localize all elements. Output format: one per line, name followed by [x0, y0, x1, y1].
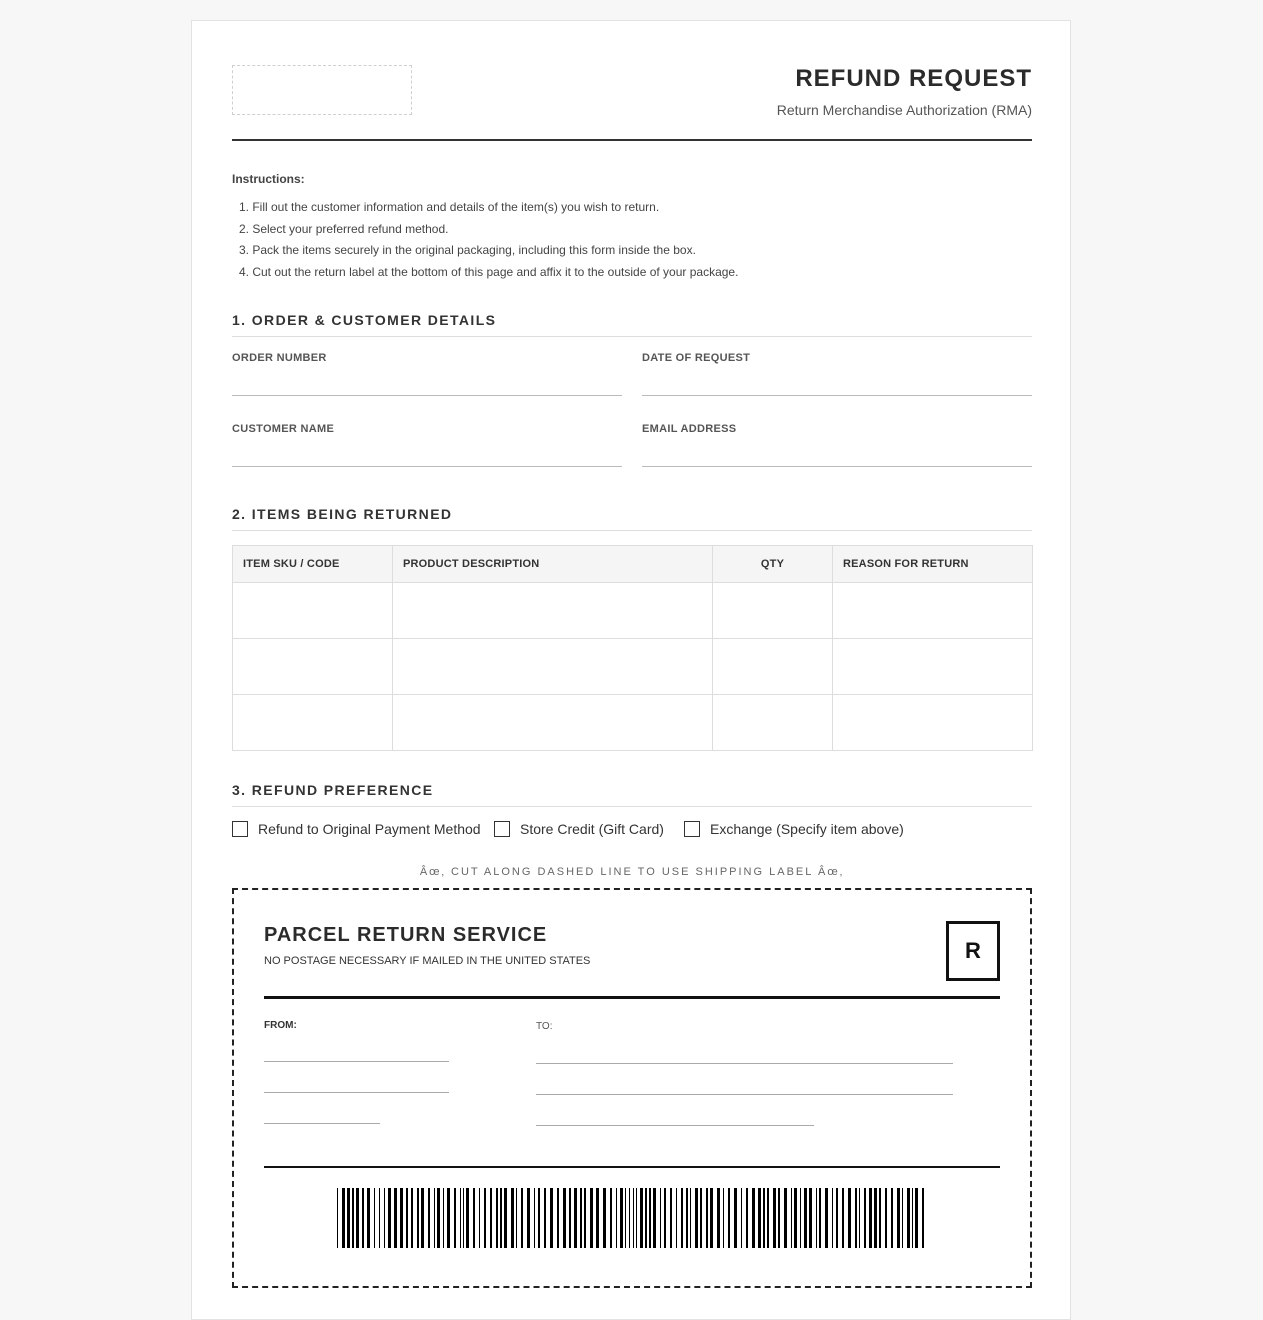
refund-form-page [191, 20, 1071, 1320]
description-cell[interactable] [393, 583, 713, 639]
instructions-list [232, 197, 738, 284]
barcode-bar [406, 1188, 408, 1248]
column-header-qty: QTY [713, 546, 833, 583]
exchange-label: Exchange (Specify item above) [710, 821, 904, 837]
barcode-bar [616, 1188, 617, 1248]
barcode-bar [580, 1188, 582, 1248]
barcode-bar [825, 1188, 828, 1248]
barcode-bar [504, 1188, 507, 1248]
barcode-bar [915, 1188, 918, 1248]
barcode-bar [490, 1188, 492, 1248]
description-cell[interactable] [393, 695, 713, 751]
barcode-bar [752, 1188, 755, 1248]
barcode-bar [636, 1188, 637, 1248]
barcode-bar [670, 1188, 672, 1248]
barcode-bar [428, 1188, 430, 1248]
barcode-bar [758, 1188, 761, 1248]
column-header-sku: ITEM SKU / CODE [233, 546, 393, 583]
instructions-title: Instructions: [232, 172, 305, 186]
barcode-bar [897, 1188, 900, 1248]
barcode-bar [767, 1188, 769, 1248]
store-credit-label: Store Credit (Gift Card) [520, 821, 664, 837]
date-of-request-input-line[interactable] [642, 395, 1032, 396]
barcode-bar [443, 1188, 444, 1248]
barcode-bar [848, 1188, 851, 1248]
customer-name-input-line[interactable] [232, 466, 622, 467]
reason-cell[interactable] [833, 639, 1033, 695]
barcode-bar [869, 1188, 872, 1248]
column-header-reason: REASON FOR RETURN [833, 546, 1033, 583]
sku-cell[interactable] [233, 695, 393, 751]
barcode-bar [374, 1188, 375, 1248]
barcode-bar [516, 1188, 517, 1248]
barcode-bar [842, 1188, 844, 1248]
logo-placeholder [232, 65, 412, 115]
reason-cell[interactable] [833, 583, 1033, 639]
customer-name-label: CUSTOMER NAME [232, 423, 335, 435]
barcode-bar [819, 1188, 821, 1248]
date-of-request-label: DATE OF REQUEST [642, 352, 751, 364]
barcode-bar [778, 1188, 780, 1248]
barcode-bar [891, 1188, 893, 1248]
barcode-bar [800, 1188, 801, 1248]
barcode-bar [563, 1188, 566, 1248]
barcode-bar [681, 1188, 683, 1248]
barcode-bar [660, 1188, 661, 1248]
barcode-bar [434, 1188, 435, 1248]
to-address-line[interactable] [536, 1094, 953, 1095]
qty-cell[interactable] [713, 695, 833, 751]
barcode-bar [620, 1188, 623, 1248]
section-refund-preference-title: 3. REFUND PREFERENCE [232, 782, 1032, 807]
page-title: REFUND REQUEST [795, 65, 1032, 92]
from-address-line[interactable] [264, 1092, 449, 1093]
barcode-bar [804, 1188, 807, 1248]
barcode-bar [342, 1188, 345, 1248]
barcode-bar [836, 1188, 838, 1248]
barcode-bar [544, 1188, 546, 1248]
barcode-bar [717, 1188, 720, 1248]
service-badge: R [946, 921, 1000, 981]
barcode-bar [394, 1188, 397, 1248]
barcode-bar [690, 1188, 691, 1248]
barcode-bar [400, 1188, 403, 1248]
barcode-bar [784, 1188, 787, 1248]
barcode-bar [809, 1188, 812, 1248]
from-label: FROM: [264, 1020, 297, 1031]
order-number-field[interactable] [232, 352, 622, 364]
barcode-bar [629, 1188, 630, 1248]
barcode-bar [859, 1188, 860, 1248]
barcode-bar [695, 1188, 698, 1248]
barcode-bar [479, 1188, 480, 1248]
exchange-checkbox[interactable] [684, 821, 700, 837]
barcode-bar [700, 1188, 702, 1248]
barcode-bar [741, 1188, 742, 1248]
page-subtitle: Return Merchandise Authorization (RMA) [776, 102, 1032, 118]
table-row [233, 695, 1033, 751]
order-number-input-line[interactable] [232, 395, 622, 396]
barcode-bar [484, 1188, 486, 1248]
barcode-bar [362, 1188, 364, 1248]
barcode-bar [645, 1188, 647, 1248]
barcode-bar [557, 1188, 559, 1248]
barcode-bar [734, 1188, 737, 1248]
barcode-bar [550, 1188, 553, 1248]
barcode-bar [356, 1188, 359, 1248]
label-subtitle: NO POSTAGE NECESSARY IF MAILED IN THE UNITED STATES [264, 955, 591, 967]
barcode-bar [521, 1188, 523, 1248]
label-bottom-rule [264, 1166, 1000, 1168]
from-address-line[interactable] [264, 1123, 380, 1124]
email-address-field[interactable] [642, 423, 1032, 435]
barcode-bar [773, 1188, 776, 1248]
barcode [337, 1188, 927, 1248]
barcode-bar [352, 1188, 354, 1248]
barcode-bar [590, 1188, 593, 1248]
barcode-bar [421, 1188, 424, 1248]
store-credit-checkbox[interactable] [494, 821, 510, 837]
barcode-bar [902, 1188, 903, 1248]
barcode-bar [337, 1188, 338, 1248]
barcode-bar [879, 1188, 881, 1248]
shipping-label [232, 888, 1032, 1288]
from-address-line[interactable] [264, 1061, 449, 1062]
barcode-bar [511, 1188, 514, 1248]
barcode-bar [473, 1188, 475, 1248]
description-cell[interactable] [393, 639, 713, 695]
barcode-bar [603, 1188, 606, 1248]
barcode-bar [466, 1188, 469, 1248]
barcode-bar [500, 1188, 502, 1248]
barcode-bar [791, 1188, 792, 1248]
items-table-header [233, 546, 1033, 583]
barcode-bar [864, 1188, 866, 1248]
barcode-bar [816, 1188, 817, 1248]
barcode-bar [610, 1188, 612, 1248]
barcode-bar [584, 1188, 586, 1248]
barcode-bar [437, 1188, 440, 1248]
instruction-item: 4. Cut out the return label at the bottom of this page and affix it to the outside of your package. [239, 265, 739, 280]
barcode-bar [347, 1188, 350, 1248]
instruction-item: 2. Select your preferred refund method. [239, 221, 449, 236]
refund-original-checkbox[interactable] [232, 821, 248, 837]
barcode-bar [367, 1188, 370, 1248]
sku-cell[interactable] [233, 583, 393, 639]
barcode-bar [625, 1188, 626, 1248]
qty-cell[interactable] [713, 583, 833, 639]
label-title: PARCEL RETURN SERVICE [264, 924, 548, 946]
barcode-bar [379, 1188, 380, 1248]
barcode-bar [664, 1188, 666, 1248]
barcode-bar [922, 1188, 924, 1248]
barcode-bar [496, 1188, 498, 1248]
sku-cell[interactable] [233, 639, 393, 695]
barcode-bar [763, 1188, 765, 1248]
barcode-bar [640, 1188, 643, 1248]
table-row [233, 639, 1033, 695]
cut-instruction: Âœ‚ CUT ALONG DASHED LINE TO USE SHIPPING LABEL Âœ‚ [419, 866, 845, 878]
barcode-bar [794, 1188, 797, 1248]
qty-cell[interactable] [713, 639, 833, 695]
barcode-bar [885, 1188, 887, 1248]
section-order-customer-title: 1. ORDER & CUSTOMER DETAILS [232, 312, 1032, 337]
barcode-bar [411, 1188, 413, 1248]
email-address-input-line[interactable] [642, 466, 1032, 467]
column-header-description: PRODUCT DESCRIPTION [393, 546, 713, 583]
email-address-label: EMAIL ADDRESS [642, 423, 737, 435]
barcode-bar [388, 1188, 391, 1248]
barcode-bar [447, 1188, 450, 1248]
barcode-bar [832, 1188, 833, 1248]
barcode-bar [686, 1188, 688, 1248]
barcode-bar [728, 1188, 730, 1248]
barcode-bar [746, 1188, 748, 1248]
barcode-bar [454, 1188, 456, 1248]
label-top-rule [264, 996, 1000, 999]
barcode-bar [907, 1188, 910, 1248]
barcode-bar [653, 1188, 656, 1248]
barcode-bar [527, 1188, 530, 1248]
refund-original-label: Refund to Original Payment Method [258, 821, 481, 837]
order-number-label: ORDER NUMBER [232, 352, 327, 364]
barcode-bar [874, 1188, 877, 1248]
to-label: TO: [536, 1021, 553, 1032]
instruction-item: 3. Pack the items securely in the original packaging, including this form inside the box. [239, 243, 696, 258]
instruction-item: 1. Fill out the customer information and details of the item(s) you wish to return. [239, 200, 660, 214]
barcode-bar [534, 1188, 535, 1248]
barcode-bar [384, 1188, 385, 1248]
to-address-line[interactable] [536, 1125, 814, 1126]
table-row [233, 583, 1033, 639]
to-address-line[interactable] [536, 1063, 953, 1064]
barcode-bar [710, 1188, 713, 1248]
barcode-bar [596, 1188, 599, 1248]
barcode-bar [649, 1188, 651, 1248]
barcode-bar [855, 1188, 857, 1248]
reason-cell[interactable] [833, 695, 1033, 751]
barcode-bar [574, 1188, 577, 1248]
date-of-request-field[interactable] [642, 352, 1032, 364]
barcode-bar [463, 1188, 464, 1248]
items-table [232, 545, 1033, 751]
barcode-bar [633, 1188, 634, 1248]
barcode-bar [460, 1188, 461, 1248]
customer-name-field[interactable] [232, 423, 622, 435]
barcode-bar [676, 1188, 677, 1248]
barcode-bar [912, 1188, 913, 1248]
header-divider [232, 139, 1032, 141]
barcode-bar [706, 1188, 708, 1248]
barcode-bar [569, 1188, 571, 1248]
section-items-title: 2. ITEMS BEING RETURNED [232, 506, 1032, 531]
barcode-bar [417, 1188, 419, 1248]
barcode-bar [538, 1188, 540, 1248]
barcode-bar [723, 1188, 724, 1248]
